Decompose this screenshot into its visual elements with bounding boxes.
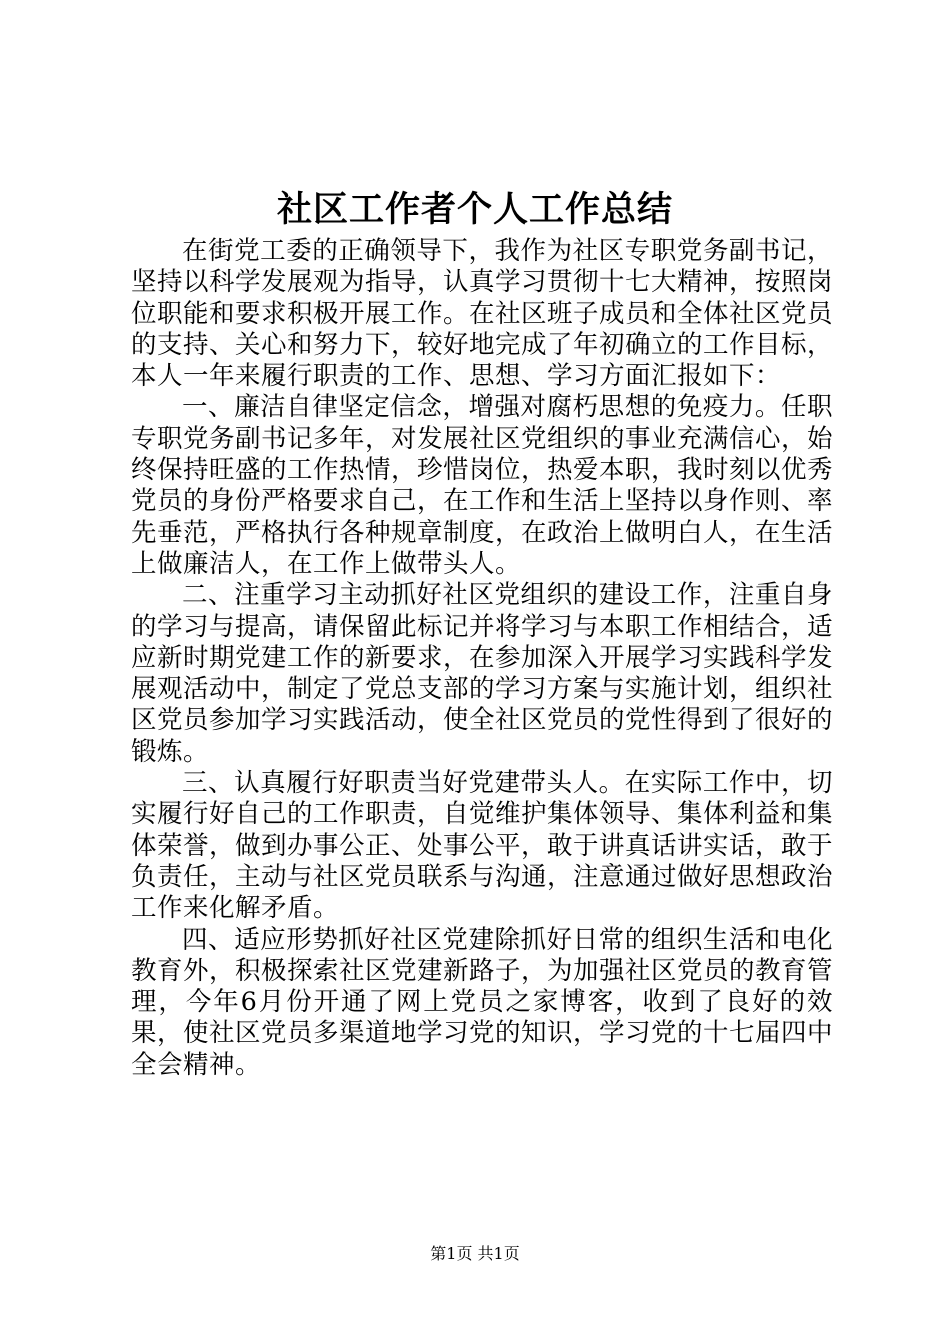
paragraph-section-2: 二、注重学习主动抓好社区党组织的建设工作，注重自身的学习与提高，请保留此标记并将学习与本职工作相结合，适应新时期党建工作的新要求，在参加深入开展学习实践科学发展观活动中，制定了党总支部的学习方案与实施计划，组织社区党员参加学习实践活动，使全社区党员的党性得到了很好的锻炼。 bbox=[131, 580, 834, 767]
paragraph-section-1: 一、廉洁自律坚定信念，增强对腐朽思想的免疫力。任职专职党务副书记多年，对发展社区党组织的事业充满信心，始终保持旺盛的工作热情，珍惜岗位，热爱本职，我时刻以优秀党员的身份严格要求自己，在工作和生活上坚持以身作则、率先垂范，严格执行各种规章制度，在政治上做明白人，在生活上做廉洁人，在工作上做带头人。 bbox=[131, 392, 834, 579]
paragraph-section-4: 四、适应形势抓好社区党建除抓好日常的组织生活和电化教育外，积极探索社区党建新路子，为加强社区党员的教育管理，今年6月份开通了网上党员之家博客，收到了良好的效果，使社区党员多渠道地学习党的知识，学习党的十七届四中全会精神。 bbox=[131, 924, 834, 1080]
page-footer: 第1页 共1页 bbox=[430, 1244, 520, 1263]
paragraph-section-3: 三、认真履行好职责当好党建带头人。在实际工作中，切实履行好自己的工作职责，自觉维护集体领导、集体利益和集体荣誉，做到办事公正、处事公平，敢于讲真话讲实话，敢于负责任，主动与社区党员联系与沟通，注意通过做好思想政治工作来化解矛盾。 bbox=[131, 768, 834, 924]
paragraph-intro: 在街党工委的正确领导下，我作为社区专职党务副书记，坚持以科学发展观为指导，认真学习贯彻十七大精神，按照岗位职能和要求积极开展工作。在社区班子成员和全体社区党员的支持、关心和努力下，较好地完成了年初确立的工作目标，本人一年来履行职责的工作、思想、学习方面汇报如下： bbox=[131, 236, 834, 392]
document-title: 社区工作者个人工作总结 bbox=[276, 189, 673, 230]
document-body bbox=[131, 236, 833, 1081]
